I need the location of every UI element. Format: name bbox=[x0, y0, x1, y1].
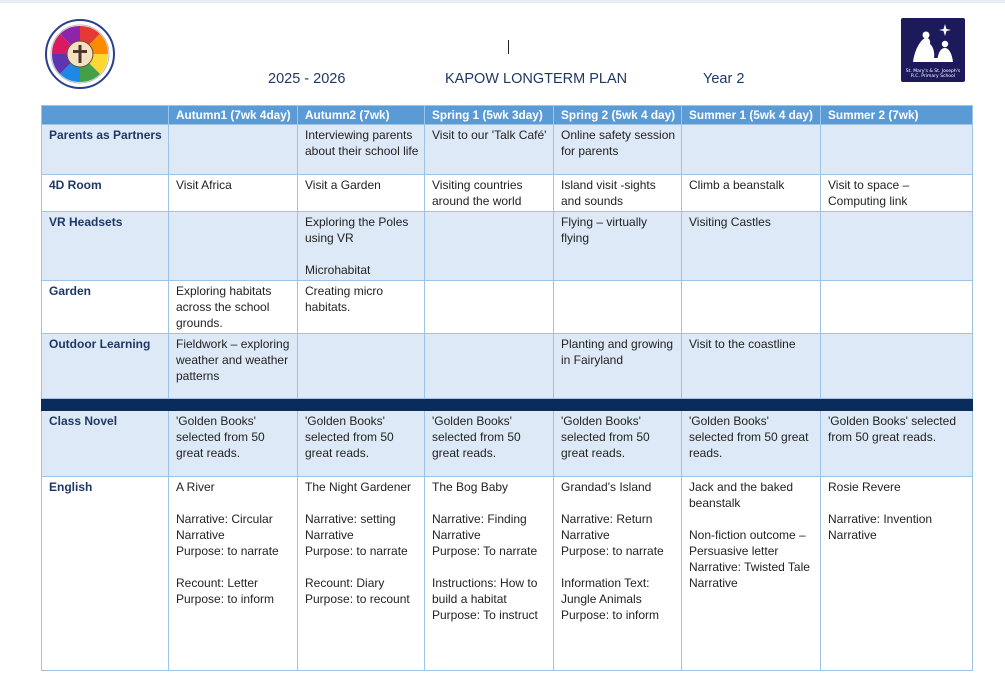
year-group: Year 2 bbox=[703, 71, 745, 87]
table-cell: Visit to our 'Talk Café' bbox=[425, 125, 554, 175]
table-cell: Visiting Castles bbox=[682, 212, 821, 281]
row-label: English bbox=[42, 477, 169, 671]
table-cell: Visit a Garden bbox=[298, 175, 425, 212]
table-cell: Interviewing parents about their school life bbox=[298, 125, 425, 175]
table-cell: Flying – virtually flying bbox=[554, 212, 682, 281]
table-cell: 'Golden Books' selected from 50 great reads. bbox=[298, 411, 425, 477]
separator-row bbox=[42, 399, 973, 411]
table-row-parents-as-partners bbox=[42, 125, 973, 175]
table-cell: Jack and the baked beanstalk Non-fiction outcome – Persuasive letter Narrative: Twisted Tale Narrative bbox=[682, 477, 821, 671]
table-cell: Visit to space – Computing link bbox=[821, 175, 973, 212]
table-cell: A River Narrative: Circular Narrative Purpose: to narrate Recount: Letter Purpose: to inform bbox=[169, 477, 298, 671]
table-cell: Climb a beanstalk bbox=[682, 175, 821, 212]
school-logo-caption: St. Mary's & St. Joseph's R.C. Primary School bbox=[905, 69, 961, 79]
table-cell bbox=[821, 125, 973, 175]
row-label: Garden bbox=[42, 281, 169, 334]
table-cell bbox=[425, 334, 554, 399]
text-cursor bbox=[508, 40, 509, 54]
table-cell: Rosie Revere Narrative: Invention Narrative bbox=[821, 477, 973, 671]
table-cell: Fieldwork – exploring weather and weather patterns bbox=[169, 334, 298, 399]
table-cell: Visiting countries around the world bbox=[425, 175, 554, 212]
header-row bbox=[42, 106, 973, 125]
table-cell bbox=[425, 212, 554, 281]
column-header-summer-2: Summer 2 (7wk) bbox=[821, 106, 973, 125]
table-cell: Grandad's Island Narrative: Return Narrative Purpose: to narrate Information Text: Jungle Animals Purpose: to inform bbox=[554, 477, 682, 671]
table-cell: The Night Gardener Narrative: setting Narrative Purpose: to narrate Recount: Diary Purpose: to recount bbox=[298, 477, 425, 671]
table-cell: Visit to the coastline bbox=[682, 334, 821, 399]
table-row-outdoor-learning bbox=[42, 334, 973, 399]
table-cell: 'Golden Books' selected from 50 great reads. bbox=[169, 411, 298, 477]
table-row-4d-room bbox=[42, 175, 973, 212]
row-label: Class Novel bbox=[42, 411, 169, 477]
row-label: 4D Room bbox=[42, 175, 169, 212]
table-cell: Creating micro habitats. bbox=[298, 281, 425, 334]
table-cell: Exploring habitats across the school grounds. bbox=[169, 281, 298, 334]
table-cell bbox=[821, 212, 973, 281]
table-cell: Online safety session for parents bbox=[554, 125, 682, 175]
table-cell: Visit Africa bbox=[169, 175, 298, 212]
table-cell bbox=[821, 334, 973, 399]
column-header-summer-1: Summer 1 (5wk 4 day) bbox=[682, 106, 821, 125]
table-cell bbox=[821, 281, 973, 334]
academic-years: 2025 - 2026 bbox=[268, 71, 346, 87]
table-cell: 'Golden Books' selected from 50 great reads. bbox=[821, 411, 973, 477]
table-row-vr-headsets bbox=[42, 212, 973, 281]
column-header-spring-2: Spring 2 (5wk 4 day) bbox=[554, 106, 682, 125]
row-label: Parents as Partners bbox=[42, 125, 169, 175]
table-cell bbox=[682, 281, 821, 334]
nativity-icon bbox=[901, 18, 965, 82]
row-label: VR Headsets bbox=[42, 212, 169, 281]
column-header-autumn-2: Autumn2 (7wk) bbox=[298, 106, 425, 125]
table-cell: Planting and growing in Fairyland bbox=[554, 334, 682, 399]
column-header-blank bbox=[42, 106, 169, 125]
table-row-class-novel bbox=[42, 411, 973, 477]
table-cell bbox=[554, 281, 682, 334]
column-header-spring-1: Spring 1 (5wk 3day) bbox=[425, 106, 554, 125]
column-header-autumn-1: Autumn1 (7wk 4day) bbox=[169, 106, 298, 125]
table-cell: 'Golden Books' selected from 50 great reads. bbox=[554, 411, 682, 477]
table-cell: The Bog Baby Narrative: Finding Narrative Purpose: To narrate Instructions: How to build a habitat Purpose: To instruct bbox=[425, 477, 554, 671]
long-term-plan-table bbox=[41, 105, 973, 671]
top-border bbox=[0, 0, 1005, 3]
table-row-english bbox=[42, 477, 973, 671]
table-cell: 'Golden Books' selected from 50 great reads. bbox=[425, 411, 554, 477]
table-cell: 'Golden Books' selected from 50 great reads. bbox=[682, 411, 821, 477]
virtues-wheel-icon bbox=[44, 18, 116, 90]
table-cell bbox=[169, 125, 298, 175]
table-cell bbox=[169, 212, 298, 281]
plan-title: KAPOW LONGTERM PLAN bbox=[445, 71, 628, 87]
row-label: Outdoor Learning bbox=[42, 334, 169, 399]
table-cell: Island visit -sights and sounds bbox=[554, 175, 682, 212]
table-cell bbox=[298, 334, 425, 399]
table-cell bbox=[682, 125, 821, 175]
table-row-garden bbox=[42, 281, 973, 334]
table-cell bbox=[425, 281, 554, 334]
table-cell: Exploring the Poles using VR Microhabitat bbox=[298, 212, 425, 281]
